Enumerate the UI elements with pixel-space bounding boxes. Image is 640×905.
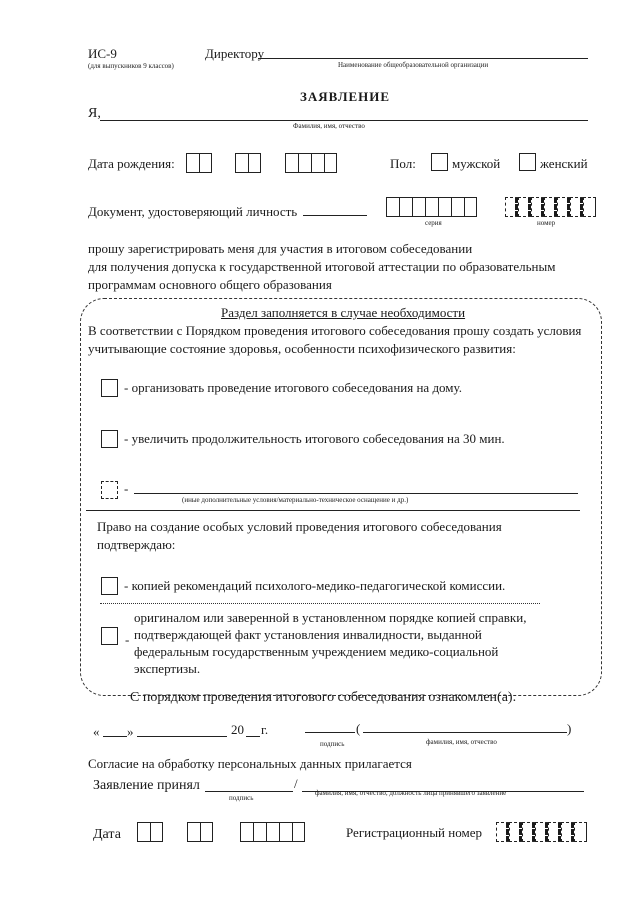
proof-disability-line-4: экспертизы. <box>134 661 201 676</box>
footer-year-cell[interactable] <box>253 822 266 842</box>
birth-year-cell[interactable] <box>324 153 337 173</box>
footer-year-cell[interactable] <box>266 822 279 842</box>
confirm-line-1: Право на создание особых условий проведения итогового собеседования <box>97 519 502 534</box>
footer-reg-cell[interactable] <box>509 822 522 842</box>
date-month-line[interactable] <box>137 736 227 737</box>
footer-day-cells[interactable] <box>137 822 163 842</box>
form-code: ИС-9 <box>88 46 117 61</box>
org-caption: Наименование общеобразовательной организации <box>338 61 489 69</box>
proof-disability-dash: - <box>125 632 130 647</box>
option-other-caption: (иные дополнительные условия/материально-техническое оснащение и др.) <box>182 496 409 504</box>
gender-female-checkbox[interactable] <box>519 153 536 171</box>
footer-month-cell[interactable] <box>200 822 213 842</box>
accepted-label: Заявление принял <box>93 778 200 793</box>
footer-date-label: Дата <box>93 827 121 842</box>
gender-male-label: мужской <box>452 156 501 171</box>
birth-day-cell[interactable] <box>186 153 199 173</box>
date-year-prefix: 20 <box>231 722 244 737</box>
document-number-cell[interactable] <box>583 197 596 217</box>
footer-reg-cell[interactable] <box>496 822 509 842</box>
confirm-line-2: подтверждаю: <box>97 537 176 552</box>
date-close-quote: » <box>127 724 134 739</box>
proof-disability-line-2: подтверждающей факт установления инвалидности, выданной <box>134 627 482 642</box>
birth-label: Дата рождения: <box>88 156 175 171</box>
footer-day-cell[interactable] <box>137 822 150 842</box>
birth-day-cells[interactable] <box>186 153 212 173</box>
org-name-line[interactable] <box>258 58 588 59</box>
document-number-cells[interactable] <box>505 197 596 217</box>
request-line-2: для получения допуска к государственной итоговой аттестации по образовательным <box>88 259 556 274</box>
footer-reg-cell[interactable] <box>522 822 535 842</box>
footer-year-cell[interactable] <box>279 822 292 842</box>
document-series-cell[interactable] <box>451 197 464 217</box>
date-day-line[interactable] <box>103 736 127 737</box>
document-series-cell[interactable] <box>399 197 412 217</box>
birth-month-cell[interactable] <box>235 153 248 173</box>
document-series-cell[interactable] <box>386 197 399 217</box>
accepted-name-caption: фамилия, имя, отчество, должность лица принявшего заявление <box>315 789 507 797</box>
date-year-suffix: г. <box>261 722 269 737</box>
option-extend-label: - увеличить продолжительность итогового собеседования на 30 мин. <box>124 431 505 446</box>
proof-disability-checkbox[interactable] <box>101 627 118 645</box>
birth-year-cell[interactable] <box>311 153 324 173</box>
document-label: Документ, удостоверяющий личность <box>88 204 298 219</box>
footer-month-cell[interactable] <box>187 822 200 842</box>
sign-caption: подпись <box>320 740 345 748</box>
document-series-cell[interactable] <box>464 197 477 217</box>
document-number-cell[interactable] <box>544 197 557 217</box>
document-type-line[interactable] <box>303 215 367 216</box>
signature-line[interactable] <box>305 732 355 733</box>
proof-disability-line-3: федеральным государственным учреждением медико-социальной <box>134 644 499 659</box>
footer-reg-label: Регистрационный номер <box>346 825 482 840</box>
name-caption: фамилия, имя, отчество <box>426 738 497 746</box>
date-open-quote: « <box>93 724 100 739</box>
document-number-cell[interactable] <box>518 197 531 217</box>
accepted-sign-caption: подпись <box>229 794 254 802</box>
applicant-name-line[interactable] <box>100 120 588 121</box>
birth-year-cell[interactable] <box>285 153 298 173</box>
footer-year-cells[interactable] <box>240 822 305 842</box>
name-line[interactable] <box>363 732 567 733</box>
birth-day-cell[interactable] <box>199 153 212 173</box>
proof-pmpk-label: - копией рекомендаций психолого-медико-педагогической комиссии. <box>124 578 506 593</box>
applicant-caption: Фамилия, имя, отчество <box>293 122 365 130</box>
document-number-cell[interactable] <box>505 197 518 217</box>
option-other-checkbox[interactable] <box>101 481 118 499</box>
applicant-prefix: Я, <box>88 106 101 121</box>
footer-reg-cell[interactable] <box>548 822 561 842</box>
option-home-label: - организовать проведение итогового собеседования на дому. <box>124 380 462 395</box>
consent-text: Согласие на обработку персональных данных прилагается <box>88 756 412 771</box>
accepted-sign-line[interactable] <box>205 791 293 792</box>
option-home-checkbox[interactable] <box>101 379 118 397</box>
document-series-cell[interactable] <box>412 197 425 217</box>
document-number-cell[interactable] <box>557 197 570 217</box>
form-note: (для выпускников 9 классов) <box>88 62 174 70</box>
director-label: Директору <box>205 46 265 61</box>
page-title: ЗАЯВЛЕНИЕ <box>300 89 391 104</box>
footer-reg-cell[interactable] <box>574 822 587 842</box>
gender-label: Пол: <box>390 156 416 171</box>
footer-month-cells[interactable] <box>187 822 213 842</box>
name-paren-close: ) <box>567 721 572 736</box>
section-title: Раздел заполняется в случае необходимости <box>221 305 466 320</box>
number-caption: номер <box>537 219 556 227</box>
proof-separator <box>100 603 540 604</box>
footer-year-cell[interactable] <box>292 822 305 842</box>
series-caption: серия <box>425 219 442 227</box>
accepted-slash: / <box>294 776 298 791</box>
proof-pmpk-checkbox[interactable] <box>101 577 118 595</box>
document-series-cells[interactable] <box>386 197 477 217</box>
option-other-line[interactable] <box>134 493 578 494</box>
footer-day-cell[interactable] <box>150 822 163 842</box>
document-series-cell[interactable] <box>425 197 438 217</box>
birth-year-cells[interactable] <box>285 153 337 173</box>
footer-reg-cell[interactable] <box>561 822 574 842</box>
footer-year-cell[interactable] <box>240 822 253 842</box>
request-line-3: программам основного общего образования <box>88 277 332 292</box>
option-extend-checkbox[interactable] <box>101 430 118 448</box>
footer-reg-cells[interactable] <box>496 822 587 842</box>
name-paren-open: ( <box>356 721 361 736</box>
section-divider <box>86 510 580 511</box>
date-year-line[interactable] <box>246 736 260 737</box>
birth-month-cells[interactable] <box>235 153 261 173</box>
section-intro-2: учитывающие состояние здоровья, особенности психофизического развития: <box>88 341 516 356</box>
footer-reg-cell[interactable] <box>535 822 548 842</box>
option-other-dash: - <box>124 481 129 496</box>
document-number-cell[interactable] <box>570 197 583 217</box>
birth-year-cell[interactable] <box>298 153 311 173</box>
request-line-1: прошу зарегистрировать меня для участия в итоговом собеседовании <box>88 241 473 256</box>
proof-disability-line-1: оригиналом или заверенной в установленном порядке копией справки, <box>134 610 527 625</box>
birth-month-cell[interactable] <box>248 153 261 173</box>
document-series-cell[interactable] <box>438 197 451 217</box>
gender-female-label: женский <box>540 156 588 171</box>
document-number-cell[interactable] <box>531 197 544 217</box>
acknowledge-text: С порядком проведения итогового собеседования ознакомлен(а). <box>130 690 517 705</box>
gender-male-checkbox[interactable] <box>431 153 448 171</box>
section-intro-1: В соответствии с Порядком проведения итогового собеседования прошу создать условия <box>88 323 582 338</box>
